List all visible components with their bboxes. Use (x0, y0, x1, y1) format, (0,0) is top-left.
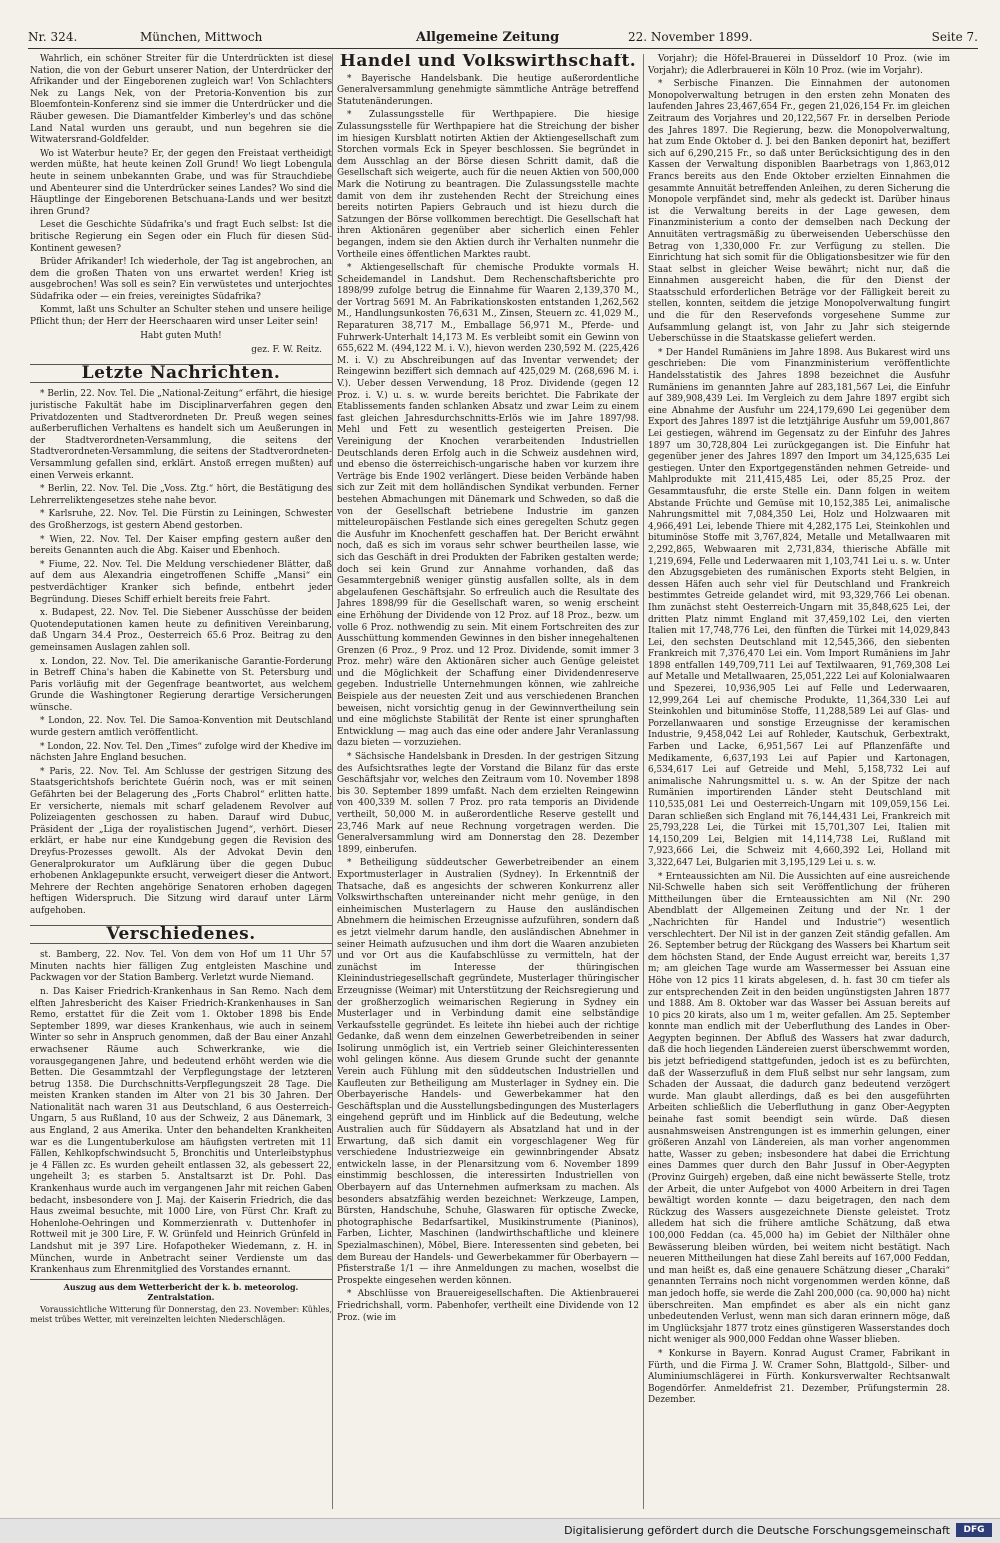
weather-forecast: Voraussichtliche Witterung für Donnerstag, den 23. November: Kühles, meist trübes Wetter, mit vereinzelten leichten Niederschlägen. (30, 1304, 332, 1325)
economy-item: * Serbische Finanzen. Die Einnahmen der autonomen Monopolverwaltung betrugen in den ersten zehn Monaten des laufenden Jahres 23,467,654 Fr., gegen 21,026,154 Fr. im gleichen Zeitraum des Vorjahres und 20,122,567 Fr. in derselben Periode des Jahres 1897. Die Regierung, bezw. die Monopolverwaltung, hat zum Ende Oktober d. J. bei den Banken deponirt hat, beziffert sich auf 6,290,215 Fr., so daß unter Berücksichtigung des in den Kassen der Verwaltung disponiblen Baarbetrags von 1,863,012 Francs bereits aus den Ende Oktober erzielten Einnahmen die gesammte Annuität betreffenden Anleihen, zu deren Sicherung die Monopole verpfändet sind, mehr als gedeckt ist. Darüber hinaus ist die Verwaltung bereits in der Lage gewesen, dem Finanzministerium a conto der demselben nach Deckung der Annuitäten vertragsmäßig zu überweisenden Ueberschüsse den Betrag von 1,330,000 Fr. zur Verfügung zu stellen. Die Einrichtung hat sich somit für die Obligationsbesitzer wie für den Staat selbst in gleicher Weise bewährt; nicht nur, daß die Einnahmen ausgereicht haben, die für den Dienst der Staatsschuld erforderlichen Beträge vor der Fälligkeit bereit zu stellen, konnten, seitdem die jetzige Monopolverwaltung fungirt und die für den Reservefonds vorgesehene Summe zur Aufsammlung gelangt ist, von Jahr zu Jahr sich steigernde Ueberschüsse in die Staatskasse geliefert werden. (648, 79, 950, 345)
issue-date: 22. November 1899. (628, 30, 753, 44)
economy-item: * Betheiligung süddeutscher Gewerbetreibender an einem Exportmusterlager in Australien (Sydney). In Erkenntniß der Thatsache, daß es angesichts der schweren Konkurrenz aller Volkswirthschaften untereinander nicht mehr genüge, in den einheimischen Musterlagern zu Hause den ausländischen Abnehmern die heimischen Erzeugnisse aufzuführen, sondern daß es jetzt vielmehr darum handle, den ausländischen Abnehmer in seiner Heimath aufzusuchen und ihm dort die Waaren anzubieten und vor Ort aus die Kaufabschlüsse zu vermitteln, hat der zunächst im Interesse der thüringischen Kleinindustriegesellschaft gegründete, Musterlager thüringischer Erzeugnisse (Weimar) mit Unterstützung der Reichsregierung und der großherzoglich weimarischen Regierung in Sydney ein Musterlager und in Verbindung damit eine selbständige Verkaufsstelle gegründet. Es leitete ihn hiebei auch der richtige Gedanke, daß wenn dem einzelnen Gewerbetreibenden in seiner Isolirung unmöglich ist, ein Vertrieb seiner Gleichinteressenten wohl gelingen könne. Aus diesem Grunde sucht der genannte Verein auch Fühlung mit den süddeutschen Industriellen und Kaufleuten zur Betheiligung am Musterlager in Sydney ein. Die Oberbayerische Handels- und Gewerbekammer hat den Geschäftsplan und die Ausstellungsbedingungen des Musterlagers eingehend geprüft und im Hinblick auf die Bedeutung, welche Australien auch für Süddayern als Absatzland hat und in der Erwartung, daß sich damit ein vorgeschlagener Weg für verschiedene Industriezweige ein gewinnbringender Absatz entwickeln lasse, in der Plenarsitzung vom 6. November 1899 einstimmig beschlossen, die interessirten Industriellen von Oberbayern auf das Unternehmen aufmerksam zu machen. Als besonders absatzfähig werden bezeichnet: Werkzeuge, Lampen, Bürsten, Handschuhe, Schuhe, Glaswaren für optische Zwecke, photographische Bedarfsartikel, Musikinstrumente (Pianinos), Farben, Lichter, Maschinen (landwirthschaftliche und kleinere Spezialmaschinen), Möbel, Biere. Interessenten sind gebeten, bei dem Bureau der Handels- und Gewerbekammer für Oberbayern — Pfisterstraße 1/1 — ihre Anmeldungen zu machen, woselbst die Prospekte eingesehen werden können. (337, 858, 639, 1286)
economy-item: * Konkurse in Bayern. Konrad August Cramer, Fabrikant in Fürth, und die Firma J. W. Cramer Sohn, Blattgold-, Silber- und Aluminiumschlägerei in Fürth. Konkursverwalter Rechtsanwalt Bogendörfer. Anmeldefrist 21. Dezember, Prüfungstermin 28. Dezember. (648, 1348, 950, 1406)
article-paragraph: Brüder Afrikander! Ich wiederhole, der Tag ist angebrochen, an dem die großen Thaten von uns erwartet werden! Krieg ist ausgebrochen! Was soll es sein? Ein verwüstetes und unterjochtes Südafrika oder — ein freies, vereinigtes Südafrika? (30, 257, 332, 302)
article-paragraph: Leset die Geschichte Südafrika's und fragt Euch selbst: Ist die britische Regierung ein Segen oder ein Fluch für diesen Süd-Kontinent gewesen? (30, 220, 332, 254)
news-item: * Fiume, 22. Nov. Tel. Die Meldung verschiedener Blätter, daß auf dem aus Alexandria eingetroffenen Schiffe „Mansi“ ein pestverdächtiger Kranker sich befinde, entbehrt jeder Begründung. Dieses Schiff erhielt bereits freie Fahrt. (30, 559, 332, 605)
news-item: * London, 22. Nov. Tel. Die Samoa-Konvention mit Deutschland wurde gestern amtlich veröffentlicht. (30, 716, 332, 739)
news-item: * Wien, 22. Nov. Tel. Der Kaiser empfing gestern außer den bereits Genannten auch die Abg. Kaiser und Ebenhoch. (30, 534, 332, 557)
column-middle (337, 54, 639, 1509)
news-item: * London, 22. Nov. Tel. Den „Times“ zufolge wird der Khedive im nächsten Jahre England besuchen. (30, 741, 332, 764)
news-item: st. Bamberg, 22. Nov. Tel. Von dem von Hof um 11 Uhr 57 Minuten nachts hier fälligen Zug entgleisten Maschine und Packwagen vor der Station Bamberg. Verletzt wurde Niemand. (30, 950, 332, 984)
column-left (30, 54, 332, 1509)
article-paragraph: Wahrlich, ein schöner Streiter für die Unterdrückten ist diese Nation, die von der Geburt unserer Nation, der Unterdrücker der Afrikander und der Eingeborenen zugleich war! Von Schlachters Nek zu Langs Nek, von der Pretoria-Konvention bis zur Bloemfontein-Konferenz sind sie immer die Unterdrücker und die Räuber gewesen. Die Diamantfelder Kimberley's und das schöne Land Natal wurden uns geraubt, und nun begehren sie die Witwatersrand-Goldfelder. (30, 54, 332, 146)
news-item: * Paris, 22. Nov. Tel. Am Schlusse der gestrigen Sitzung des Staatsgerichtshofs berichtete Guérin noch, was er mit seinen Gefährten bei der Belagerung des „Forts Chabrol“ erlitten hatte. Er versicherte, niemals mit scharf geladenem Revolver auf Polizeiagenten geschossen zu haben. Darauf wird Dubuc, Präsident der „Liga der royalistischen Jugend“, verhört. Dieser erklärt, er habe nur eine Kundgebung gegen die Revision des Dreyfus-Prozesses gewollt. Als der Advokat Devin den Generalprokurator um Aufklärung über die gegen Dubuc erhobenen Anklagepunkte ersucht, verweigert dieser die Antwort. Mehrere der Rechten angehörige Senatoren erhoben dagegen heftigen Widerspruch. Die Sitzung wird darauf unter Lärm aufgehoben. (30, 766, 332, 916)
signature: gez. F. W. Reitz. (251, 345, 322, 356)
issue-number: Nr. 324. (28, 30, 78, 44)
dfg-logo-icon: DFG (956, 1523, 992, 1537)
article-paragraph: Kommt, laßt uns Schulter an Schulter stehen und unsere heilige Pflicht thun; der Herr der Heerschaaren wird unser Leiter sein! (30, 305, 332, 328)
section-heading-miscellaneous: Verschiedenes. (30, 925, 332, 945)
news-item: * Berlin, 22. Nov. Tel. Die „Voss. Ztg.“ hört, die Bestätigung des Lehrerreliktengesetzes stehe nahe bevor. (30, 484, 332, 506)
news-item: x. London, 22. Nov. Tel. Die amerikanische Garantie-Forderung in Betreff China's haben die Kabinette von St. Petersburg und Paris vorläufig mit der Gegenfrage beantwortet, aus welchem Grunde die Washingtoner Regierung derartige Versicherungen wünsche. (30, 656, 332, 713)
section-heading-latest-news: Letzte Nachrichten. (30, 364, 332, 384)
column-divider (332, 54, 333, 1509)
column-divider (643, 54, 644, 1509)
economy-item: * Bayerische Handelsbank. Die heutige außerordentliche Generalversammlung genehmigte sämmtliche Anträge betreffend Statutenänderungen. (337, 73, 639, 107)
news-item: n. Das Kaiser Friedrich-Krankenhaus in San Remo. Nach dem elften Jahresbericht des Kaiser Friedrich-Krankenhauses in San Remo, erstattet für die Zeit vom 1. Oktober 1898 bis Ende September 1899, war dieses Krankenhaus, wie auch in seinem Winter so sehr in Anspruch genommen, daß der Bau einer Anzahl erwachsener Räume auch Schwerkranke, wie die vorausgegangenen Jahre, und bedeutend erhöht werden wie die Betten. Die Gesammtzahl der Verpflegungstage der letzteren betrug 1358. Die Durchschnitts-Verpflegungszeit 28 Tage. Die meisten Kranken standen im Alter von 21 bis 30 Jahren. Der Nationalität nach waren 31 aus Deutschland, 6 aus Oesterreich-Ungarn, 5 aus Rußland, 10 aus der Schweiz, 2 aus Dänemark, 3 aus England, 2 aus Amerika. Unter den behandelten Krankheiten war es die Lungentuberkulose am häufigsten vertreten mit 11 Fällen, Kehlkopfschwindsucht 5, Bronchitis und Unterleibstyphus je 4 Fällen zc. Es wurden geheilt entlassen 32, als gebessert 22, ungeheilt 3; es starben 5. Anstaltsarzt ist Dr. Pohl. Das Krankenhaus wurde auch im vergangenen Jahr mit reichen Gaben bedacht, insbesondere von J. Maj. der Kaiserin Friedrich, die das Haus zweimal besuchte, mit 1000 Lire, von Fürst Chr. Kraft zu Hohenlohe-Oehringen und Kommerzienrath v. Duttenhofer in Rottweil mit je 300 Lire, F. W. Grünfeld und Heinrich Grünfeld in Landshut mit je 397 Lire. Hofapotheker Wiedemann, z. H. in München, wurde in Anbetracht seiner Verdienste um das Krankenhaus zum Ehrenmitglied des Vorstandes ernannt. (30, 986, 332, 1276)
digitization-footer (0, 1518, 1000, 1543)
economy-item: * Zulassungsstelle für Werthpapiere. Die hiesige Zulassungsstelle für Werthpapiere hat die Streichung der bisher im hiesigen Kursblatt notirten Aktien der Aktiengesellschaft zum Storchen vormals Eck in Speyer beschlossen. Sie begründet in dem Ausschlag an der Börse diesen Schritt damit, daß die Gesellschaft sich weigerte, auch für die neuen Aktien von 500,000 Mark die Notirung zu beantragen. Die Zulassungsstelle machte damit von dem ihr zustehenden Recht der Streichung eines bereits notirten Papiers Gebrauch und ist hiezu durch die Satzungen der Börse vollkommen berechtigt. Die Gesellschaft hat ihren Aktionären gegenüber aber sicherlich einen Fehler begangen, indem sie den Aktien durch ihr Verhalten nunmehr die Vortheile eines öffentlichen Marktes raubt. (337, 110, 639, 260)
page-number: Seite 7. (931, 30, 978, 44)
article-paragraph: Wo ist Waterbur heute? Er, der gegen den Freistaat vertheidigt werden müßte, hat heute keinen Zoll Grund! Wo liegt Lobengula heute in seinem unbekannten Grabe, und was für Strauchdiebe und Abenteurer sind die Unterdrücker seines Landes? Wo sind die Häuptlinge der Eingeborenen Betschuana-Lands und wer besitzt ihren Grund? (30, 148, 332, 217)
funding-note: Digitalisierung gefördert durch die Deutsche Forschungsgemeinschaft (564, 1524, 950, 1537)
news-item: * Karlsruhe, 22. Nov. Tel. Die Fürstin zu Leiningen, Schwester des Großherzogs, ist gestern Abend gestorben. (30, 509, 332, 531)
economy-item: * Der Handel Rumäniens im Jahre 1898. Aus Bukarest wird uns geschrieben: Die vom Finanzministerium veröffentlichte Handelsstatistik des Jahres 1898 bezeichnet die Ausfuhr Rumäniens im genannten Jahre auf 283,181,567 Lei, die Einfuhr auf 389,908,439 Lei. Im Vergleich zu dem Jahre 1897 ergibt sich eine Abnahme der Ausfuhr um 224,179,690 Lei gegenüber dem Export des Jahres 1897 ist die letztjährige Ausfuhr um 59,001,867 Lei gestiegen, während im Gegensatz zu der Einfuhr des Jahres 1897 um 30,728,804 Lei zurückgegangen ist. Die Einfuhr hat gegenüber jener des Jahres 1897 den Import um 34,125,635 Lei gestiegen. Unter den Exportgegenständen nehmen Getreide- und Mahlprodukte mit 211,415,485 Lei, oder 85,25 Proz. der Gesammtausfuhr, die erste Stelle ein. Dann folgen in weitem Abstande Früchte und Gemüse mit 10,152,385 Lei, animalische Nahrungsmittel mit 7,084,350 Lei, Holz und Holzwaaren mit 4,966,491 Lei, lebende Thiere mit 4,282,175 Lei, Steinkohlen und bituminöse Stoffe mit 3,767,824, Metalle und Metallwaaren mit 2,292,865, Webwaaren mit 2,731,834, thierische Abfälle mit 1,219,694, Felle und Lederwaaren mit 1,103,741 Lei u. s. w. Unter den Abzugsgebieten des rumänischen Exports steht Belgien, in dessen Häfen auch sehr viel für Deutschland und Frankreich bestimmtes Getreide gelandet wird, mit 93,329,766 Lei obenan. Ihm zunächst steht Oesterreich-Ungarn mit 35,848,625 Lei, der dritten Platz nimmt England mit 37,459,102 Lei, den vierten Italien mit 17,748,776 Lei, den fünften die Türkei mit 14,029,843 Lei, den sechsten Deutschland mit 12,545,366, den siebenten Frankreich mit 7,376,470 Lei ein. Vom Import Rumäniens im Jahr 1898 entfallen 149,709,711 Lei auf Textilwaaren, 91,769,308 Lei auf Metalle und Metallwaaren, 25,051,222 Lei auf Kolonialwaaren und Spezerei, 10,936,905 Lei auf Felle und Lederwaaren, 12,999,264 Lei auf chemische Produkte, 11,364,330 Lei auf Steinkohlen und bituminöse Stoffe, 11,288,589 Lei auf Glas- und Porzellanwaaren und sonstige Erzeugnisse der keramischen Industrie, 9,458,042 Lei auf Rohleder, Kautschuk, Gerbextrakt, Farben und Lacke, 6,951,567 Lei auf Pflanzenfäfte und Medikamente, 6,637,193 Lei auf Papier und Kartonagen, 6,534,617 Lei auf Getreide und Mehl, 5,158,732 Lei auf animalische Nahrungsmittel u. s. w. An der Spitze der nach Rumänien importirenden Länder steht Deutschland mit 110,535,081 Lei und Oesterreich-Ungarn mit 109,059,156 Lei. Daran schließen sich England mit 76,144,431 Lei, Frankreich mit 25,793,228 Lei, die Türkei mit 15,701,307 Lei, Italien mit 14,150,209 Lei, Belgien mit 14,114,738 Lei, Rußland mit 7,923,666 Lei, die Schweiz mit 4,660,392 Lei, Holland mit 3,322,647 Lei, Bulgarien mit 3,195,129 Lei u. s. w. (648, 347, 950, 868)
page-header (28, 28, 978, 49)
column-right (648, 54, 950, 1509)
place-date-line: München, Mittwoch (140, 30, 263, 44)
news-item: * Berlin, 22. Nov. Tel. Die „National-Zeitung“ erfährt, die hiesige juristische Fakultät habe im Disciplinarverfahren gegen den Privatdozenten und Stadtverordneten Dr. Preuß wegen seines außerberuflichen Verhaltens es handelt sich um Aeußerungen in der Stadtverordneten-Versammlung, die seitens der Stadtverordneten-Versammlung, die seitens der Stadtverordneten-Versammlung gefallen sind, erklärt. Anstoß erregen mußten) auf einen Verweis erkannt. (30, 389, 332, 481)
economy-item: * Sächsische Handelsbank in Dresden. In der gestrigen Sitzung des Aufsichtsrathes legte der Vorstand die Bilanz für das erste Geschäftsjahr vor, welches den Zeitraum vom 10. November 1898 bis 30. September 1899 umfaßt. Nach dem erzielten Reingewinn von 400,339 M. sollen 7 Proz. pro rata temporis an Dividende vertheilt, 50,000 M. in außerordentliche Reserve gestellt und 23,746 Mark auf neue Rechnung vorgetragen werden. Die Generalversammlung wird am Donnerstag den 28. Dezember 1899, einberufen. (337, 752, 639, 855)
section-heading-trade-economy: Handel und Volkswirthschaft. (339, 54, 637, 71)
weather-heading: Auszug aus dem Wetterbericht der k. b. meteorolog. Zentralstation. (30, 1279, 332, 1303)
news-item: x. Budapest, 22. Nov. Tel. Die Siebener Ausschüsse der beiden Quotendeputationen kamen heute zu definitiven Vereinbarung, daß Ungarn 34.4 Proz., Oesterreich 65.6 Proz. Beitrag zu den gemeinsamen Auslagen zahlen soll. (30, 608, 332, 653)
economy-item: * Aktiengesellschaft für chemische Produkte vormals H. Scheidemandel in Landshut. Dem Rechenschaftsberichte pro 1898/99 zufolge betrug die Einnahme für Waaren 2,139,370 M., der Vortrag 5691 M. An Fabrikationskosten entstanden 1,262,562 M., Handlungsunkosten 76,631 M., Zinsen, Steuern zc. 41,029 M., Reparaturen 38,717 M., Emballage 56,971 M., Pferde- und Fuhrwerk-Unterhalt 14,173 M. Es verbleibt somit ein Gewinn von 655,622 M. (494,122 M. i. V.), hievon werden 230,592 M. (225,426 M. i. V.) zu Abschreibungen auf das Inventar verwendet; der Reingewinn beziffert sich demnach auf 425,029 M. (268,696 M. i. V.). Ueber dessen Verwendung, 18 Proz. Dividende (gegen 12 Proz. i. V.) u. s. w. wurde bereits berichtet. Die Fabrikate der Etablissements fanden schlanken Absatz und zwar Leim zu einem fast gleichen Jahresdurchschnitts-Erlös wie im Jahre 1897/98. Mehl und Fett zu wesentlich gesteigerten Preisen. Die Vereinigung der Knochen verarbeitenden Industriellen Deutschlands deren Erfolg auch in die Schweiz ausdehnen wird, und ebenso die österreichisch-ungarische haben vor kurzem ihre Verträge bis Ende 1902 verlängert. Diese beiden Verbände haben sich zur Zeit mit dem holländischen Syndikat verbunden. Ferner bestehen Abmachungen mit Dänemark und Schweden, so daß die von der Gesellschaft betriebene Industrie im ganzen mitteleuropäischen Festlande sich eines geregelten Schutz gegen die Ausfuhr im Knochenfett geschaffen hat. Der Bericht erwähnt noch, daß es sich im voraus sehr schwer beurtheilen lasse, wie sich das Geschäft in drei Produkten der Fabriken gestalten werde; doch sei kein Grund zur Annahme vorhanden, daß das Gesammtergebniß weniger günstig ausfallen sollte, als in dem abgelaufenen Geschäftsjahr. So erfreulich auch die Resultate des Jahres 1898/99 für die Gesellschaft waren, so wenig erscheint eine Erhöhung der Dividende von 12 Proz. auf 18 Proz., bezw. um volle 6 Proz. nothwendig zu sein. Mit einem Fortschreiten des zur Ausschüttung kommenden Gewinnes in den bisher innegehaltenen Grenzen (6 Proz., 9 Proz. und 12 Proz. Dividende, somit immer 3 Proz. mehr) wäre den Aktionären sicher auch Genüge geleistet und die Möglichkeit der Schaffung einer Dividendenreserve gegeben. Industrielle Unternehmungen können, wie zahlreiche Beispiele aus der neuesten Zeit und aus verschiedenen Branchen beweisen, nicht vorsichtig genug in der Gewinnvertheilung sein und eine möglichste Stabilität der Rente ist einer sprunghaften Entwicklung — mag auch das eine oder andere Jahr Veranlassung dazu bieten — vorzuziehen. (337, 263, 639, 749)
economy-item: * Abschlüsse von Brauereigesellschaften. Die Aktienbrauerei Friedrichshall, vorm. Pabenhofer, vertheilt eine Dividende von 12 Proz. (wie im (337, 1289, 639, 1323)
newspaper-title: Allgemeine Zeitung (416, 30, 560, 45)
economy-item: Vorjahr); die Höfel-Brauerei in Düsseldorf 10 Proz. (wie im Vorjahr); die Adlerbrauerei in Köln 10 Proz. (wie im Vorjahr). (648, 54, 950, 76)
greeting: Habt guten Muth! (140, 330, 222, 341)
economy-item: * Ernteaussichten am Nil. Die Aussichten auf eine ausreichende Nil-Schwelle haben sich seit Veröffentlichung der früheren Mittheilungen über die Ernteaussichten am Nil (Nr. 290 Abendblatt der Allgemeinen Zeitung und der Nr. 1 der „Nachrichten für Handel und Industrie“) wesentlich verschlechtert. Der Nil ist in der ganzen Zeit ständig gefallen. Am 26. September betrug der Rückgang des Wassers bei Khartum seit dem höchsten Stand, der Ende August erreicht war, bereits 1,37 m; am gleichen Tage wurde am Wassermesser bei Assuan eine Höhe von 12 pics 11 kirats abgelesen, d. h. fast 30 cm tiefer als zur entsprechenden Zeit in den beiden ungünstigsten Jahren 1877 und 1888. Am 8. Oktober war das Wasser bei Assuan bereits auf 10 pics 20 kirats, also um 1 m, weiter gefallen. Am 25. September konnte man endlich mit der Ueberfluthung des Landes in Ober-Aegypten beginnen. Der Abfluß des Wassers hat zwar dadurch, daß die hoch liegenden Ländereien zuerst überschwemmt worden, bis jetzt befriedigend stattgefunden, jedoch ist es zu befürchten, daß der Wasserzufluß in dem Fluß selbst nur sehr langsam, zum Schaden der Aussaat, die dadurch ganz bedeutend verzögert wurde. Man glaubt allerdings, daß es bei den ausgeführten Arbeiten schließlich die Ueberfluthung in ganz Ober-Aegypten beinahe fast somit beendigt sein würde. Daß diesen ausnahmsweisen Anstrengungen ist es immerhin gelungen, einer größeren Anzahl von Ländereien, als man vorher angenommen hatte, Wasser zu geben; insbesondere hat dabei die Errichtung eines Dammes quer durch den Bahr Jussuf in Ober-Aegypten (Provinz Guirgeh) ergeben, daß eine nicht bewässerte Stelle, trotz der Arbeit, die unter Aufgebot von 4000 Arbeitern in drei Tagen bewältigt worden konnte — dazu beigetragen, den nach dem Rückzug des Wassers ausgezeichnete Dienste geleistet. Trotz alledem hat sich die frühere amtliche Schätzung, daß etwa 100,000 Feddan (ca. 45,000 ha) im Gebiet der Nilthäler ohne Bewässerung bleiben würden, bei weitem nicht bestätigt. Nach neueren Mittheilungen hat diese Zahl bereits auf 167,000 Feddan, und man heißt es, daß eine genauere Schätzung dieser „Charaki“ genannten Terrains noch nicht vorgenommen werden könne, daß man jedoch hoffe, sie werde die Zahl 200,000 (ca. 90,000 ha) nicht überschreiten. Man empfindet es aber als ein nicht ganz unbedeutenden Verlust, wenn man sich daran erinnern möge, daß im Unglücksjahr 1877 trotz eines günstigeren Wasserstandes doch nicht weniger als 900,000 Feddan ohne Wasser blieben. (648, 871, 950, 1346)
